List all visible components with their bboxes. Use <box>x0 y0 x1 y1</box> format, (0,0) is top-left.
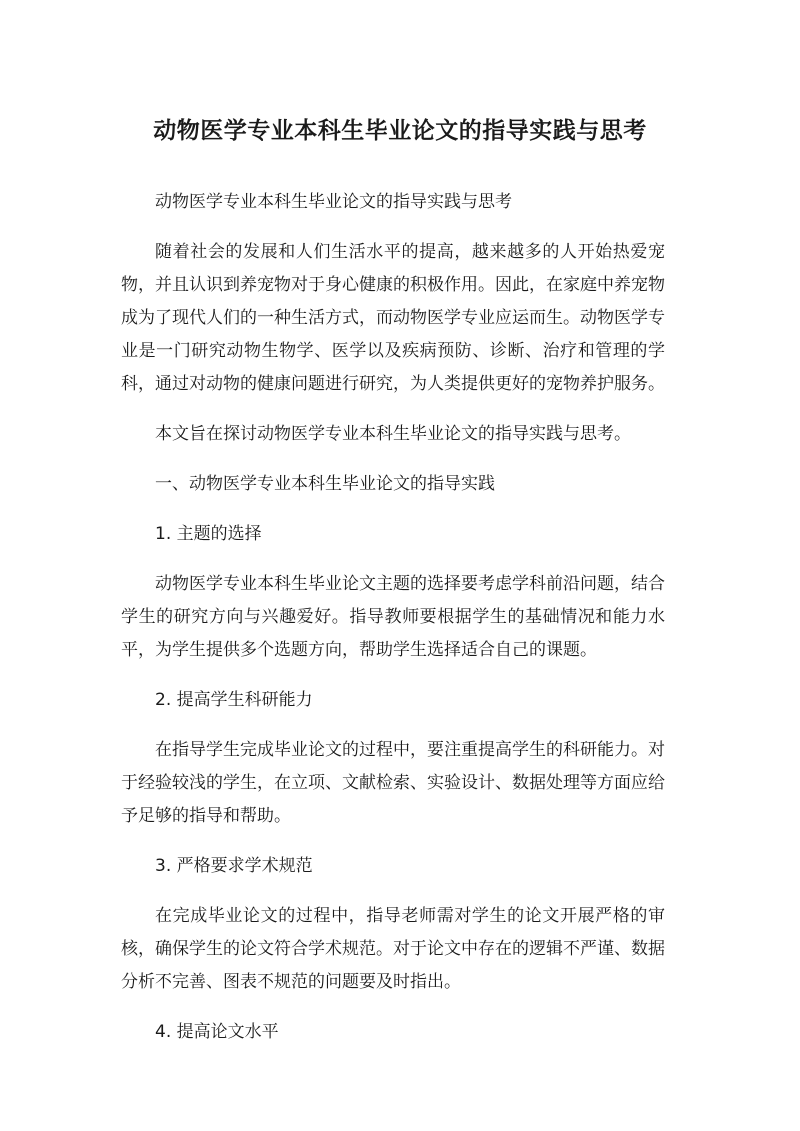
document-body <box>121 186 665 1066</box>
subsection-heading-3: 3. 严格要求学术规范 <box>155 856 313 876</box>
paragraph-academic-norms: 在完成毕业论文的过程中，指导老师需对学生的论文开展严格的审核，确保学生的论文符合学术规范。对于论文中存在的逻辑不严谨、数据分析不完善、图表不规范的问题要及时指出。 <box>121 906 665 992</box>
paragraph-intro: 随着社会的发展和人们生活水平的提高，越来越多的人开始热爱宠物，并且认识到养宠物对于身心健康的积极作用。因此，在家庭中养宠物成为了现代人们的一种生活方式，而动物医学专业应运而生。动物医学专业是一门研究动物生物学、医学以及疾病预防、诊断、治疗和管理的学科，通过对动物的健康问题进行研究，为人类提供更好的宠物养护服务。 <box>121 242 665 394</box>
subsection-heading-4: 4. 提高论文水平 <box>155 1022 279 1042</box>
paragraph-purpose: 本文旨在探讨动物医学专业本科生毕业论文的指导实践与思考。 <box>155 424 631 444</box>
paragraph-topic-selection: 动物医学专业本科生毕业论文主题的选择要考虑学科前沿问题，结合学生的研究方向与兴趣爱好。指导教师要根据学生的基础情况和能力水平，为学生提供多个选题方向，帮助学生选择适合自己的课题。 <box>121 574 665 660</box>
document-title: 动物医学专业本科生毕业论文的指导实践与思考 <box>153 118 647 144</box>
paragraph-research-ability: 在指导学生完成毕业论文的过程中，要注重提高学生的科研能力。对于经验较浅的学生，在立项、文献检索、实验设计、数据处理等方面应给予足够的指导和帮助。 <box>121 740 665 826</box>
section-heading-1: 一、动物医学专业本科生毕业论文的指导实践 <box>155 474 495 494</box>
paragraph-subtitle: 动物医学专业本科生毕业论文的指导实践与思考 <box>155 192 512 212</box>
subsection-heading-1: 1. 主题的选择 <box>155 524 262 544</box>
subsection-heading-2: 2. 提高学生科研能力 <box>155 690 313 710</box>
